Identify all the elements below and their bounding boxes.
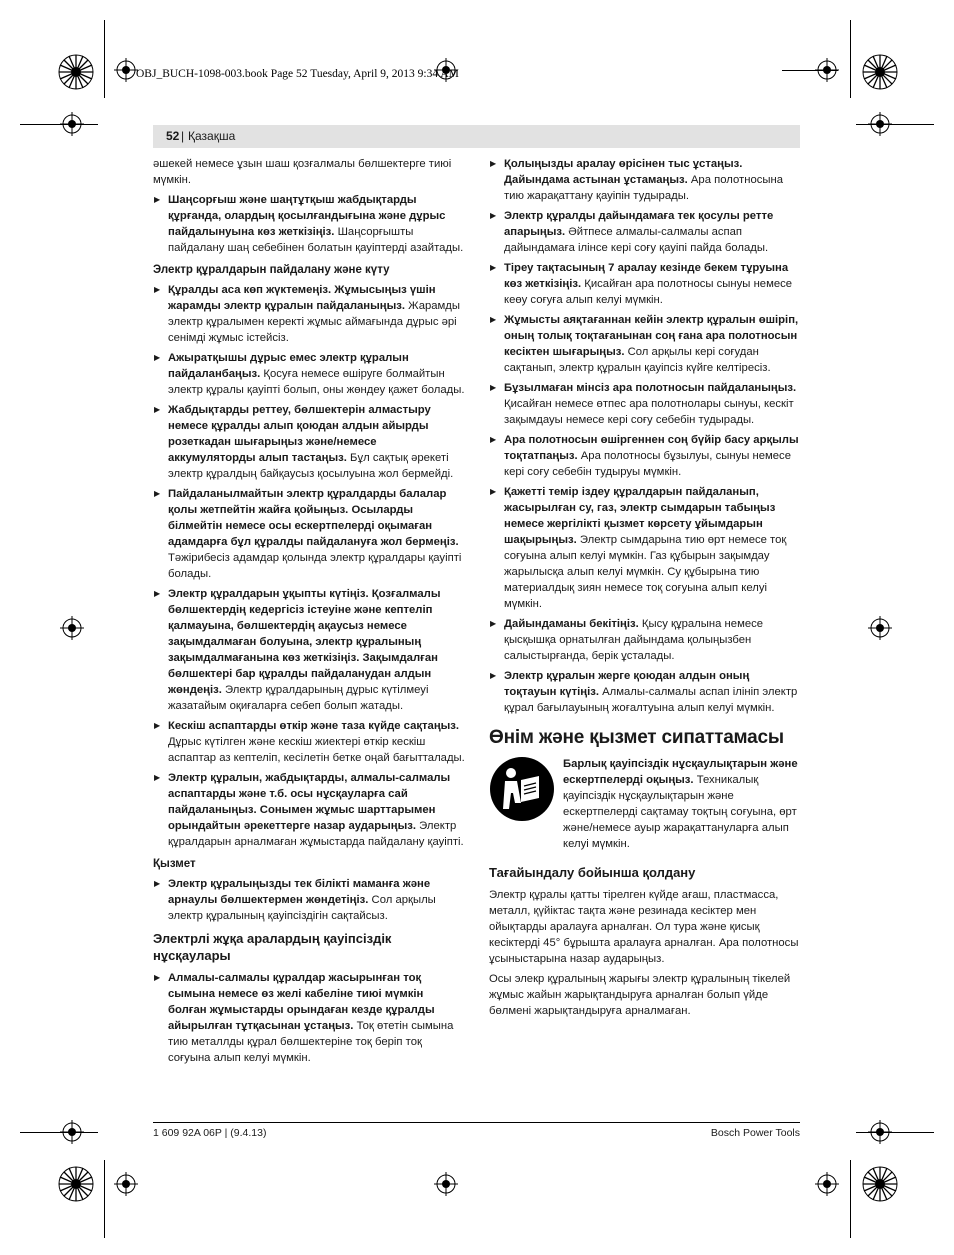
bold-text: Пайдаланылмайтын электр құралдарды балалар қолы жетпейтін жайға қойыңыз. Осыларды білмейтін немесе осы ескертпелерді оқымаған адамдарға бұл құралды пайдалануға жол бермеңіз.	[168, 488, 459, 548]
registration-starburst-icon	[58, 54, 94, 90]
page-header	[153, 125, 800, 148]
body-text: Электр сымдарына тию өрт немесе тоқ соғуына алып келуі мүмкін. Газ құбырын зақымдау жарылысқа алып келуі мүмкін. Су құбырына тию материалдық зиян немесе тоқ соғуына алып келуі мүмкін.	[504, 534, 787, 610]
body-text: Ара полотносына тию жарақаттану қауіпін тудырады.	[504, 174, 784, 202]
bold-text: Электр құралын жерге қоюдан алдын оның тоқтауын күтіңіз.	[504, 670, 750, 698]
body-text: Қисайған ара полотносы сынуы немесе кеөу соғуға алып келуі мүмкін.	[504, 278, 793, 306]
crop-line	[104, 20, 105, 98]
crop-line	[20, 1132, 98, 1133]
list-item	[153, 402, 465, 482]
footer-rule	[153, 1122, 800, 1123]
subheading: Қызмет	[153, 858, 196, 870]
paragraph: Осы элекр құралының жарығы электр құралының тікелей жұмыс жайын жарықтандыруға арналған болып үйде бөлмені жарықтандыруға арналмаған.	[489, 973, 791, 1017]
crosshair-target-icon	[60, 616, 84, 640]
body-text: Техникалық қауіпсіздік нұсқаулықтарын және ескертпелерді сақтамау тоқтың соғуына, өрт және/немесе ауыр жарақаттануларға алып келуі мүмкін.	[563, 774, 797, 850]
header-separator: |	[181, 129, 185, 143]
bold-text: Ажыратқышы дұрыс емес электр құралын пайдаланбаңыз.	[168, 352, 409, 380]
body-text: Тәжірибесіз адамдар қолында электр құралдары қауіпті болады.	[168, 552, 462, 580]
list-item	[153, 486, 465, 582]
list-item	[489, 312, 801, 376]
list-item	[489, 432, 801, 480]
bold-text: Кескіш аспаптарды өткір және таза күйде сақтаңыз.	[168, 720, 460, 732]
header-language: Қазақша	[188, 129, 236, 143]
body-text: Қисайған немесе өтпес ара полотнолары сынуы, кескіт зақымдауы немесе кері соғу себебін тудырады.	[504, 398, 794, 426]
crosshair-target-icon	[868, 616, 892, 640]
section-heading: Электрлі жұқа аралардың қауіпсіздік нұсқаулары	[153, 931, 392, 963]
crop-line	[850, 20, 851, 98]
subheading: Электр құралдарын пайдалану және күту	[153, 264, 390, 276]
footer-brand: Bosch Power Tools	[710, 1127, 800, 1139]
body-text: Сол арқылы кері соғудан сақтанып, электр құралын қауіпсіз күйге келтіресіз.	[504, 346, 771, 374]
section-title: Өнім және қызмет сипаттамасы	[489, 727, 784, 748]
bold-text: Дайындаманы бекітіңіз.	[504, 618, 639, 630]
bold-text: Жабдықтарды реттеу, бөлшектерін алмастыру немесе құралды алып қоюдан алдын айырды розеткадан шығарыңыз және/немесе аккумуляторды алып тастаңыз.	[168, 404, 431, 464]
subheading: Тағайындалу бойынша қолдану	[489, 865, 696, 880]
list-item	[153, 282, 465, 346]
bold-text: Тіреу тақтасының 7 аралау кезінде бекем тұруына көз жеткізіңіз.	[504, 262, 789, 290]
registration-starburst-icon	[862, 54, 898, 90]
crop-line	[20, 124, 98, 125]
list-item	[489, 260, 801, 308]
bold-text: Ара полотносын өшіргеннен соң бүйір басу арқылы тоқтатпаңыз.	[504, 434, 799, 462]
crop-line	[104, 1160, 105, 1238]
body-text: Ара полотносы бұзылуы, сынуы немесе кері соғу себебін тудыруы мүмкін.	[504, 450, 791, 478]
body-text: Дұрыс күтілген және кескіш жиектері өткір кескіш аспаптар аз кептеліп, кесілетін бетке оңай бағытталады.	[168, 736, 465, 764]
crosshair-target-icon	[815, 1172, 839, 1196]
body-text: Сол арқылы электр құралының қауіпсіздігін сақтайсыз.	[168, 894, 436, 922]
list-item	[489, 616, 801, 664]
list-item	[153, 350, 465, 398]
bold-text: Алмалы-салмалы құралдар жасырынған тоқ сымына немесе өз желі кабеліне тиюі мүмкін болған жұмыстарды орындаған кезде құралды айырылған тұтқасынан ұстаңыз.	[168, 972, 435, 1032]
list-item	[153, 586, 465, 714]
bold-text: Электр құралыңызды тек білікті маманға және арнаулы бөлшектермен жөндетіңіз.	[168, 878, 431, 906]
print-slug: OBJ_BUCH-1098-003.book Page 52 Tuesday, April 9, 2013 9:34 AM	[136, 68, 459, 80]
bold-text: Шаңсорғыш және шаңтұтқыш жабдықтарды құрғанда, олардың қосылғандығына және дұрыс пайдалынуына көз жеткізіңіз.	[168, 194, 446, 238]
crosshair-target-icon	[434, 1172, 458, 1196]
body-text: Алмалы-салмалы аспап ілініп электр құрал бағылауының жоғалтуына алып келуі мүмкін.	[504, 686, 798, 714]
list-item	[153, 876, 465, 924]
crosshair-target-icon	[114, 58, 138, 82]
bold-text: Қолыңызды аралау өрісінен тыс ұстаңыз. Дайындама астынан ұстамаңыз.	[504, 158, 743, 186]
body-text: Шаңсорғышты пайдалану шаң себебінен болатын қауіптерді азайтады.	[168, 226, 464, 254]
bold-text: Қажетті темір іздеу құралдарын пайдаланып, жасырылған су, газ, электр сымдарын табыңыз немесе жергілікті қызмет көрсету ұйымдарын шақырыңыз.	[504, 486, 776, 546]
list-item	[153, 718, 465, 766]
registration-starburst-icon	[58, 1166, 94, 1202]
crop-line	[850, 1160, 851, 1238]
bold-text: Электр құралдарын ұқыпты күтіңіз. Қозғалмалы бөлшектердің кедергісіз істеуіне және кептеліп қалмауына, бөлшектердің ақаусыз немесе зақымдалмаған болуына, электр құралының зақымдалмағанына көз жеткізіңіз. Зақымдалған бөлшектері бар құралды пайдаланудан алдын жөндеңіз.	[168, 588, 441, 696]
body-text: Бұл сақтық әрекеті электр құралдың байқаусыз қосылуына жол бермейді.	[168, 452, 454, 480]
list-item	[489, 208, 801, 256]
list-item	[489, 156, 801, 204]
bold-text: Электр құралын, жабдықтарды, алмалы-салмалы аспаптарды және т.б. осы нұсқауларға сай пайдаланыңыз. Сонымен жұмыс шарттарымен орындайтын әрекеттерге назар аударыңыз.	[168, 772, 451, 832]
crosshair-target-icon	[60, 1120, 84, 1144]
bold-text: Құралды аса көп жүктемеңіз. Жұмысыңыз үшін жарамды электр құралын пайдаланыңыз.	[168, 284, 436, 312]
list-item	[489, 484, 801, 612]
body-text: Қосуға немесе өшіруге болмайтын электр құралы қауіпті болып, оны жөндеу қажет болады.	[168, 368, 465, 396]
body-text: Электр құралдарының дұрыс күтілмеуі жазатайым оқиғаларға себеп болып жатады.	[168, 684, 429, 712]
body-text: Электр құралдарын арналмаған жұмыстарда пайдалану қауіпті.	[168, 820, 464, 848]
list-item	[153, 770, 465, 850]
read-manual-icon	[489, 756, 555, 822]
bold-text: Жұмысты аяқтағаннан кейін электр құралын өшіріп, оның толық тоқтағанынан соң ғана ара полотносын кесіктен шығарыңыз.	[504, 314, 799, 358]
left-column	[153, 156, 465, 1070]
footer-code: 1 609 92A 06P | (9.4.13)	[153, 1127, 267, 1139]
crosshair-target-icon	[868, 1120, 892, 1144]
bold-text: Бұзылмаған мінсіз ара полотносын пайдаланыңыз.	[504, 382, 797, 394]
body-text: Жарамды электр құралымен керекті жұмыс аймағында дұрыс әрі сенімді жұмыс істейсіз.	[168, 300, 461, 344]
crosshair-target-icon	[868, 112, 892, 136]
right-column	[489, 156, 801, 1023]
read-instructions-note	[489, 756, 801, 852]
paragraph: Электр құралы қатты тірелген күйде ағаш, пластмасса, металл, қүйіктас тақта және резинада кесіктер мен ойықтарды аралауға арналған. Ол тура және қисық кесіктерді 45° бұрышта аралауға арналған. Ара полотносы ұсыныстарына назар аударыңыз.	[489, 889, 799, 965]
body-text: Тоқ өтетін сымына тию металлды құрал бөлшектеріне тоқ беріп тоқ соғуына алып келуі мүмкін.	[168, 1020, 454, 1064]
paragraph: әшекей немесе ұзын шаш қозғалмалы бөлшектерге тиюі мүмкін.	[153, 158, 452, 186]
crosshair-target-icon	[60, 112, 84, 136]
bold-text: Электр құралды дайындамаға тек қосулы ретте апарыңыз.	[504, 210, 774, 238]
page-number: 52	[166, 129, 180, 143]
body-text: Қысу құралына немесе қысқышқа орнатылған дайындама қолыңызбен салыстырғанда, берік ұсталады.	[504, 618, 764, 662]
list-item	[489, 380, 801, 428]
list-item	[153, 970, 465, 1066]
list-item	[489, 668, 801, 716]
crosshair-target-icon	[114, 1172, 138, 1196]
list-item	[153, 192, 465, 256]
crosshair-target-icon	[815, 58, 839, 82]
body-text: Әйтпесе алмалы-салмалы аспап дайындамаға ілінсе кері соғу қауіпі пайда болады.	[504, 226, 769, 254]
bold-text: Барлық қауіпсіздік нұсқаулықтарын және ескертпелерді оқыңыз.	[563, 758, 798, 786]
registration-starburst-icon	[862, 1166, 898, 1202]
